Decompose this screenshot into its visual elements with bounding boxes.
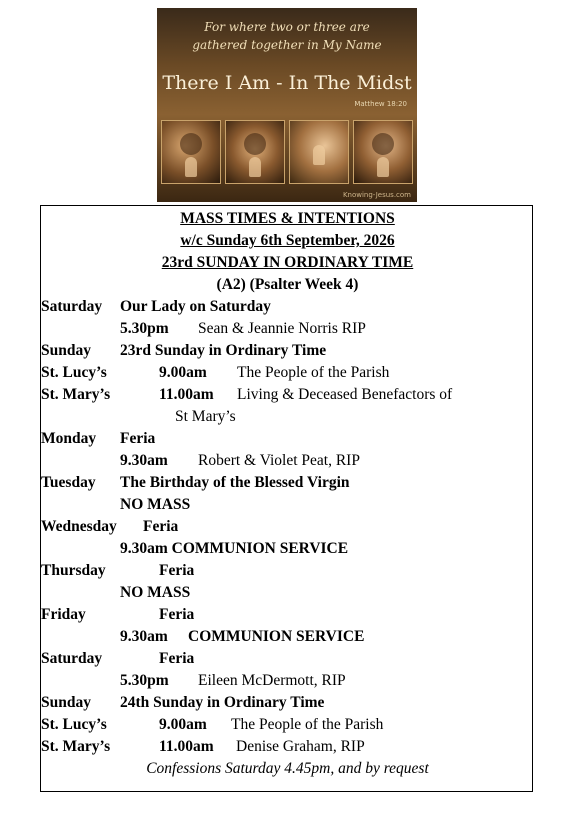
mass-intention: The People of the Parish <box>237 364 390 381</box>
mass-time: 9.00am <box>159 364 207 381</box>
day-label: Monday <box>41 430 97 447</box>
mass-time: 9.00am <box>159 716 207 733</box>
day-label: Saturday <box>41 650 103 667</box>
banner-reference: Matthew 18:20 <box>354 100 407 108</box>
day-title: Feria <box>159 562 195 579</box>
mass-intention: The People of the Parish <box>231 716 384 733</box>
day-title: Feria <box>159 650 195 667</box>
psalter-line: (A2) (Psalter Week 4) <box>216 276 359 293</box>
mass-time: 9.30am <box>120 628 168 645</box>
mass-intention: St Mary’s <box>175 408 236 425</box>
praying-man-photo <box>161 120 221 184</box>
mass-intention: Robert & Violet Peat, RIP <box>198 452 360 469</box>
confessions-note: Confessions Saturday 4.45pm, and by request <box>146 760 429 777</box>
day-title: Feria <box>143 518 179 535</box>
banner-photos <box>161 120 413 182</box>
praying-child-photo <box>225 120 285 184</box>
week-line: w/c Sunday 6th September, 2026 <box>180 232 395 249</box>
day-label: Friday <box>41 606 86 623</box>
mass-time: 5.30pm <box>120 320 169 337</box>
mass-time: 11.00am <box>159 738 214 755</box>
mass-time: 9.30am <box>120 452 168 469</box>
clasped-hands-photo <box>289 120 349 184</box>
day-label: Tuesday <box>41 474 96 491</box>
day-label: Wednesday <box>41 518 117 535</box>
day-title: Feria <box>159 606 195 623</box>
church-label: St. Mary’s <box>41 738 111 755</box>
day-title: 23rd Sunday in Ordinary Time <box>120 342 327 359</box>
day-title: The Birthday of the Blessed Virgin <box>120 474 350 491</box>
mass-time: 5.30pm <box>120 672 169 689</box>
mass-intention: Denise Graham, RIP <box>236 738 365 755</box>
banner-image <box>157 8 417 202</box>
mass-intention: Sean & Jeannie Norris RIP <box>198 320 366 337</box>
schedule-note: NO MASS <box>120 496 191 513</box>
sunday-title: 23rd SUNDAY IN ORDINARY TIME <box>161 254 414 271</box>
schedule-note: NO MASS <box>120 584 191 601</box>
banner-site: Knowing-Jesus.com <box>342 191 411 199</box>
banner-line-1: For where two or three are <box>204 20 370 34</box>
mass-intention: Eileen McDermott, RIP <box>198 672 346 689</box>
church-label: St. Mary’s <box>41 386 111 403</box>
praying-woman-photo <box>353 120 413 184</box>
day-label: Thursday <box>41 562 106 579</box>
mass-intention: COMMUNION SERVICE <box>188 628 365 645</box>
schedule-note: 9.30am COMMUNION SERVICE <box>120 540 349 557</box>
day-label: Saturday <box>41 298 103 315</box>
day-label: Sunday <box>41 694 91 711</box>
title: MASS TIMES & INTENTIONS <box>180 210 395 227</box>
mass-time: 11.00am <box>159 386 214 403</box>
church-label: St. Lucy’s <box>41 716 107 733</box>
day-title: Our Lady on Saturday <box>120 298 271 315</box>
banner-line-2: gathered together in My Name <box>192 38 382 52</box>
mass-times-box <box>40 205 533 792</box>
day-title: Feria <box>120 430 156 447</box>
banner-line-3: There I Am - In The Midst <box>162 72 412 94</box>
mass-intention: Living & Deceased Benefactors of <box>237 386 453 403</box>
day-title: 24th Sunday in Ordinary Time <box>120 694 325 711</box>
day-label: Sunday <box>41 342 91 359</box>
church-label: St. Lucy’s <box>41 364 107 381</box>
